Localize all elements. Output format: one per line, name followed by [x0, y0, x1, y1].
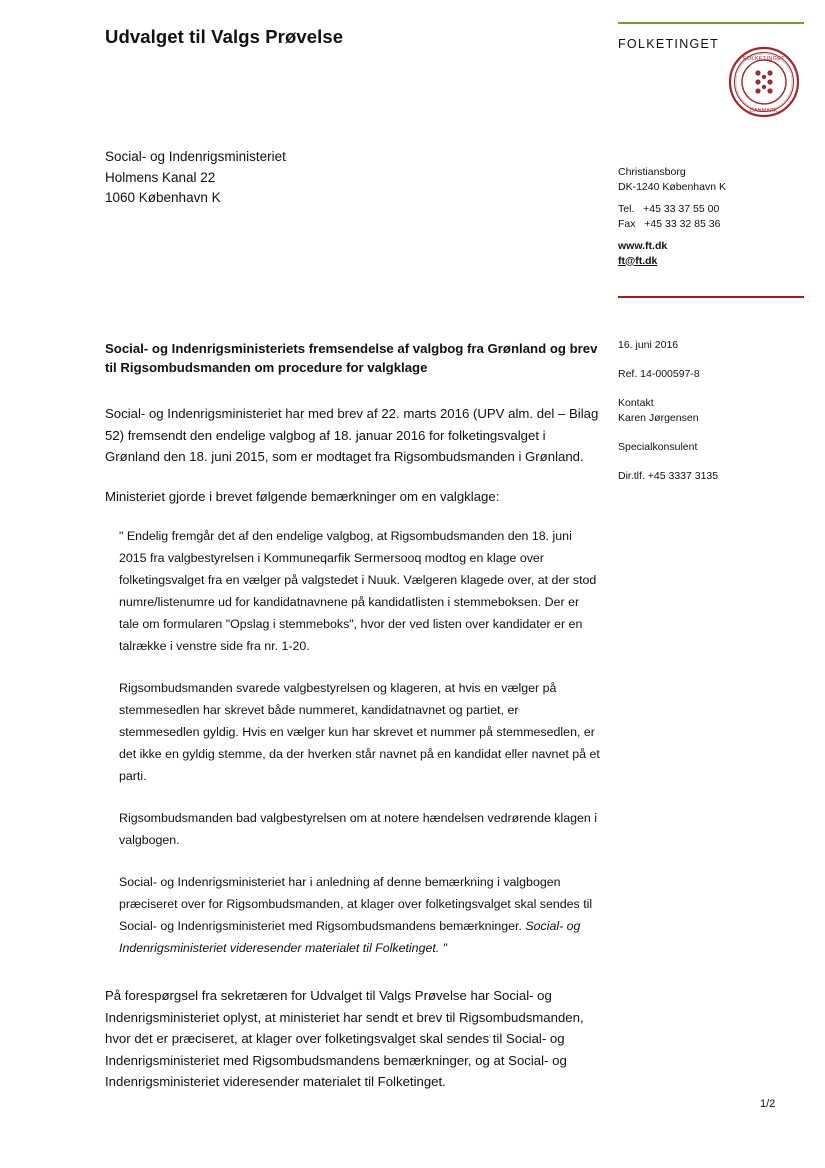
- addressee-line-1: Social- og Indenrigsministeriet: [105, 149, 286, 164]
- quote-paragraph-3: Rigsombudsmanden bad valgbestyrelsen om at notere hændelsen vedrørende klagen i valgbogen.: [119, 811, 598, 847]
- contact-address-2: DK-1240 København K: [618, 180, 726, 193]
- green-divider: [618, 22, 804, 24]
- document-subject: Social- og Indenrigsministeriets fremsendelse af valgbog fra Grønland og brev til Rigsombudsmanden om procedure for valgklage: [105, 341, 598, 375]
- contact-telephone: Tel. +45 33 37 55 00: [618, 203, 720, 215]
- spacer: [618, 194, 726, 202]
- danish-coat-of-arms-seal-icon: [728, 46, 800, 118]
- contact-direct-phone: Dir.tlf. +45 3337 3135: [618, 470, 719, 482]
- quote-paragraph-4: [119, 871, 601, 959]
- document-reference: Ref. 14-000597-8: [618, 368, 700, 380]
- contact-website-link[interactable]: www.ft.dk: [618, 240, 668, 252]
- page-title: Udvalget til Valgs Prøvelse: [105, 26, 344, 47]
- red-divider: [618, 296, 804, 298]
- contact-person-name: Karen Jørgensen: [618, 412, 699, 424]
- document-body: [105, 403, 601, 1111]
- contact-fax: Fax +45 33 32 85 36: [618, 217, 721, 230]
- quote-paragraph-1: " Endelig fremgår det af den endelige valgbog, at Rigsombudsmanden den 18. juni 2015 fra valgbestyrelsen i Kommuneqarfik Sermersooq modtog en klage over folketingsvalget fra en vælger på valgstedet i Nuuk. Vælgeren klagede over, at der stod numre/listenumre ud for kandidatnavnene på kandidatlisten i stemmeboksen. Der er tale om formularen "Opslag i stemmeboks", hvor der ved listen over kandidater er en talrække i venstre side fra nr. 1-20.: [119, 529, 597, 653]
- quote-paragraph-2: Rigsombudsmanden svarede valgbestyrelsen og klageren, at hvis en vælger på stemmesedlen har skrevet både nummeret, kandidatnavnet og partiet, er stemmesedlen gyldig. Hvis en vælger kun har skrevet et nummer på stemmesedlen, er det ikke en gyldig stemme, da der hverken står navnet på en kandidat eller navnet på et parti.: [119, 681, 600, 783]
- contact-person-role: Specialkonsulent: [618, 441, 698, 453]
- addressee-line-3: 1060 København K: [105, 190, 221, 205]
- document-date: 16. juni 2016: [618, 339, 679, 351]
- contact-email-link[interactable]: ft@ft.dk: [618, 254, 658, 267]
- document-meta-block: [618, 338, 718, 484]
- quote-paragraph-4-text: Social- og Indenrigsministeriet har i anledning af denne bemærkning i valgbogen præciseret over for Rigsombudsmanden, at klager over folketingsvalget skal sendes til Social- og Indenrigsministeriet med Rigsombudsmandens bemærkninger.: [119, 875, 593, 933]
- paragraph-lead-in: Ministeriet gjorde i brevet følgende bemærkninger om en valgklage:: [105, 488, 500, 504]
- addressee-line-2: Holmens Kanal 22: [105, 169, 216, 185]
- page-number: 1/2: [760, 1098, 776, 1110]
- contact-person-label: Kontakt: [618, 397, 654, 409]
- organization-name: FOLKETINGET: [618, 37, 720, 51]
- quote-italic-tail: Social- og Indenrigsministeriet videresender materialet til Folketinget. ": [119, 919, 581, 955]
- contact-address-1: Christiansborg: [618, 166, 686, 178]
- contact-person-group: [618, 396, 718, 426]
- paragraph-intro: Social- og Indenrigsministeriet har med brev af 22. marts 2016 (UPV alm. del – Bilag 52) fremsendt den endelige valgbog af 18. januar 2016 for folketingsvalget i Grønland den 18. juni 2015, som er modtaget fra Rigsombudsmanden i Grønland.: [105, 406, 599, 464]
- addressee-block: [105, 147, 286, 209]
- contact-block: [618, 165, 726, 268]
- svg-text:DANMARK: DANMARK: [750, 108, 778, 114]
- quoted-passage: [105, 525, 601, 959]
- svg-text:FOLKETINGET: FOLKETINGET: [743, 56, 785, 62]
- paragraph-closing: På forespørgsel fra sekretæren for Udvalget til Valgs Prøvelse har Social- og Indenrigsministeriet oplyst, at ministeriet har sendt et brev til Rigsombudsmanden, hvor det er præciseret, at klager over folketingsvalget skal sendes til Social- og Indenrigsministeriet med Rigsombudsmandens bemærkninger, og at Social- og Indenrigsministeriet videresender materialet til Folketinget.: [105, 988, 584, 1089]
